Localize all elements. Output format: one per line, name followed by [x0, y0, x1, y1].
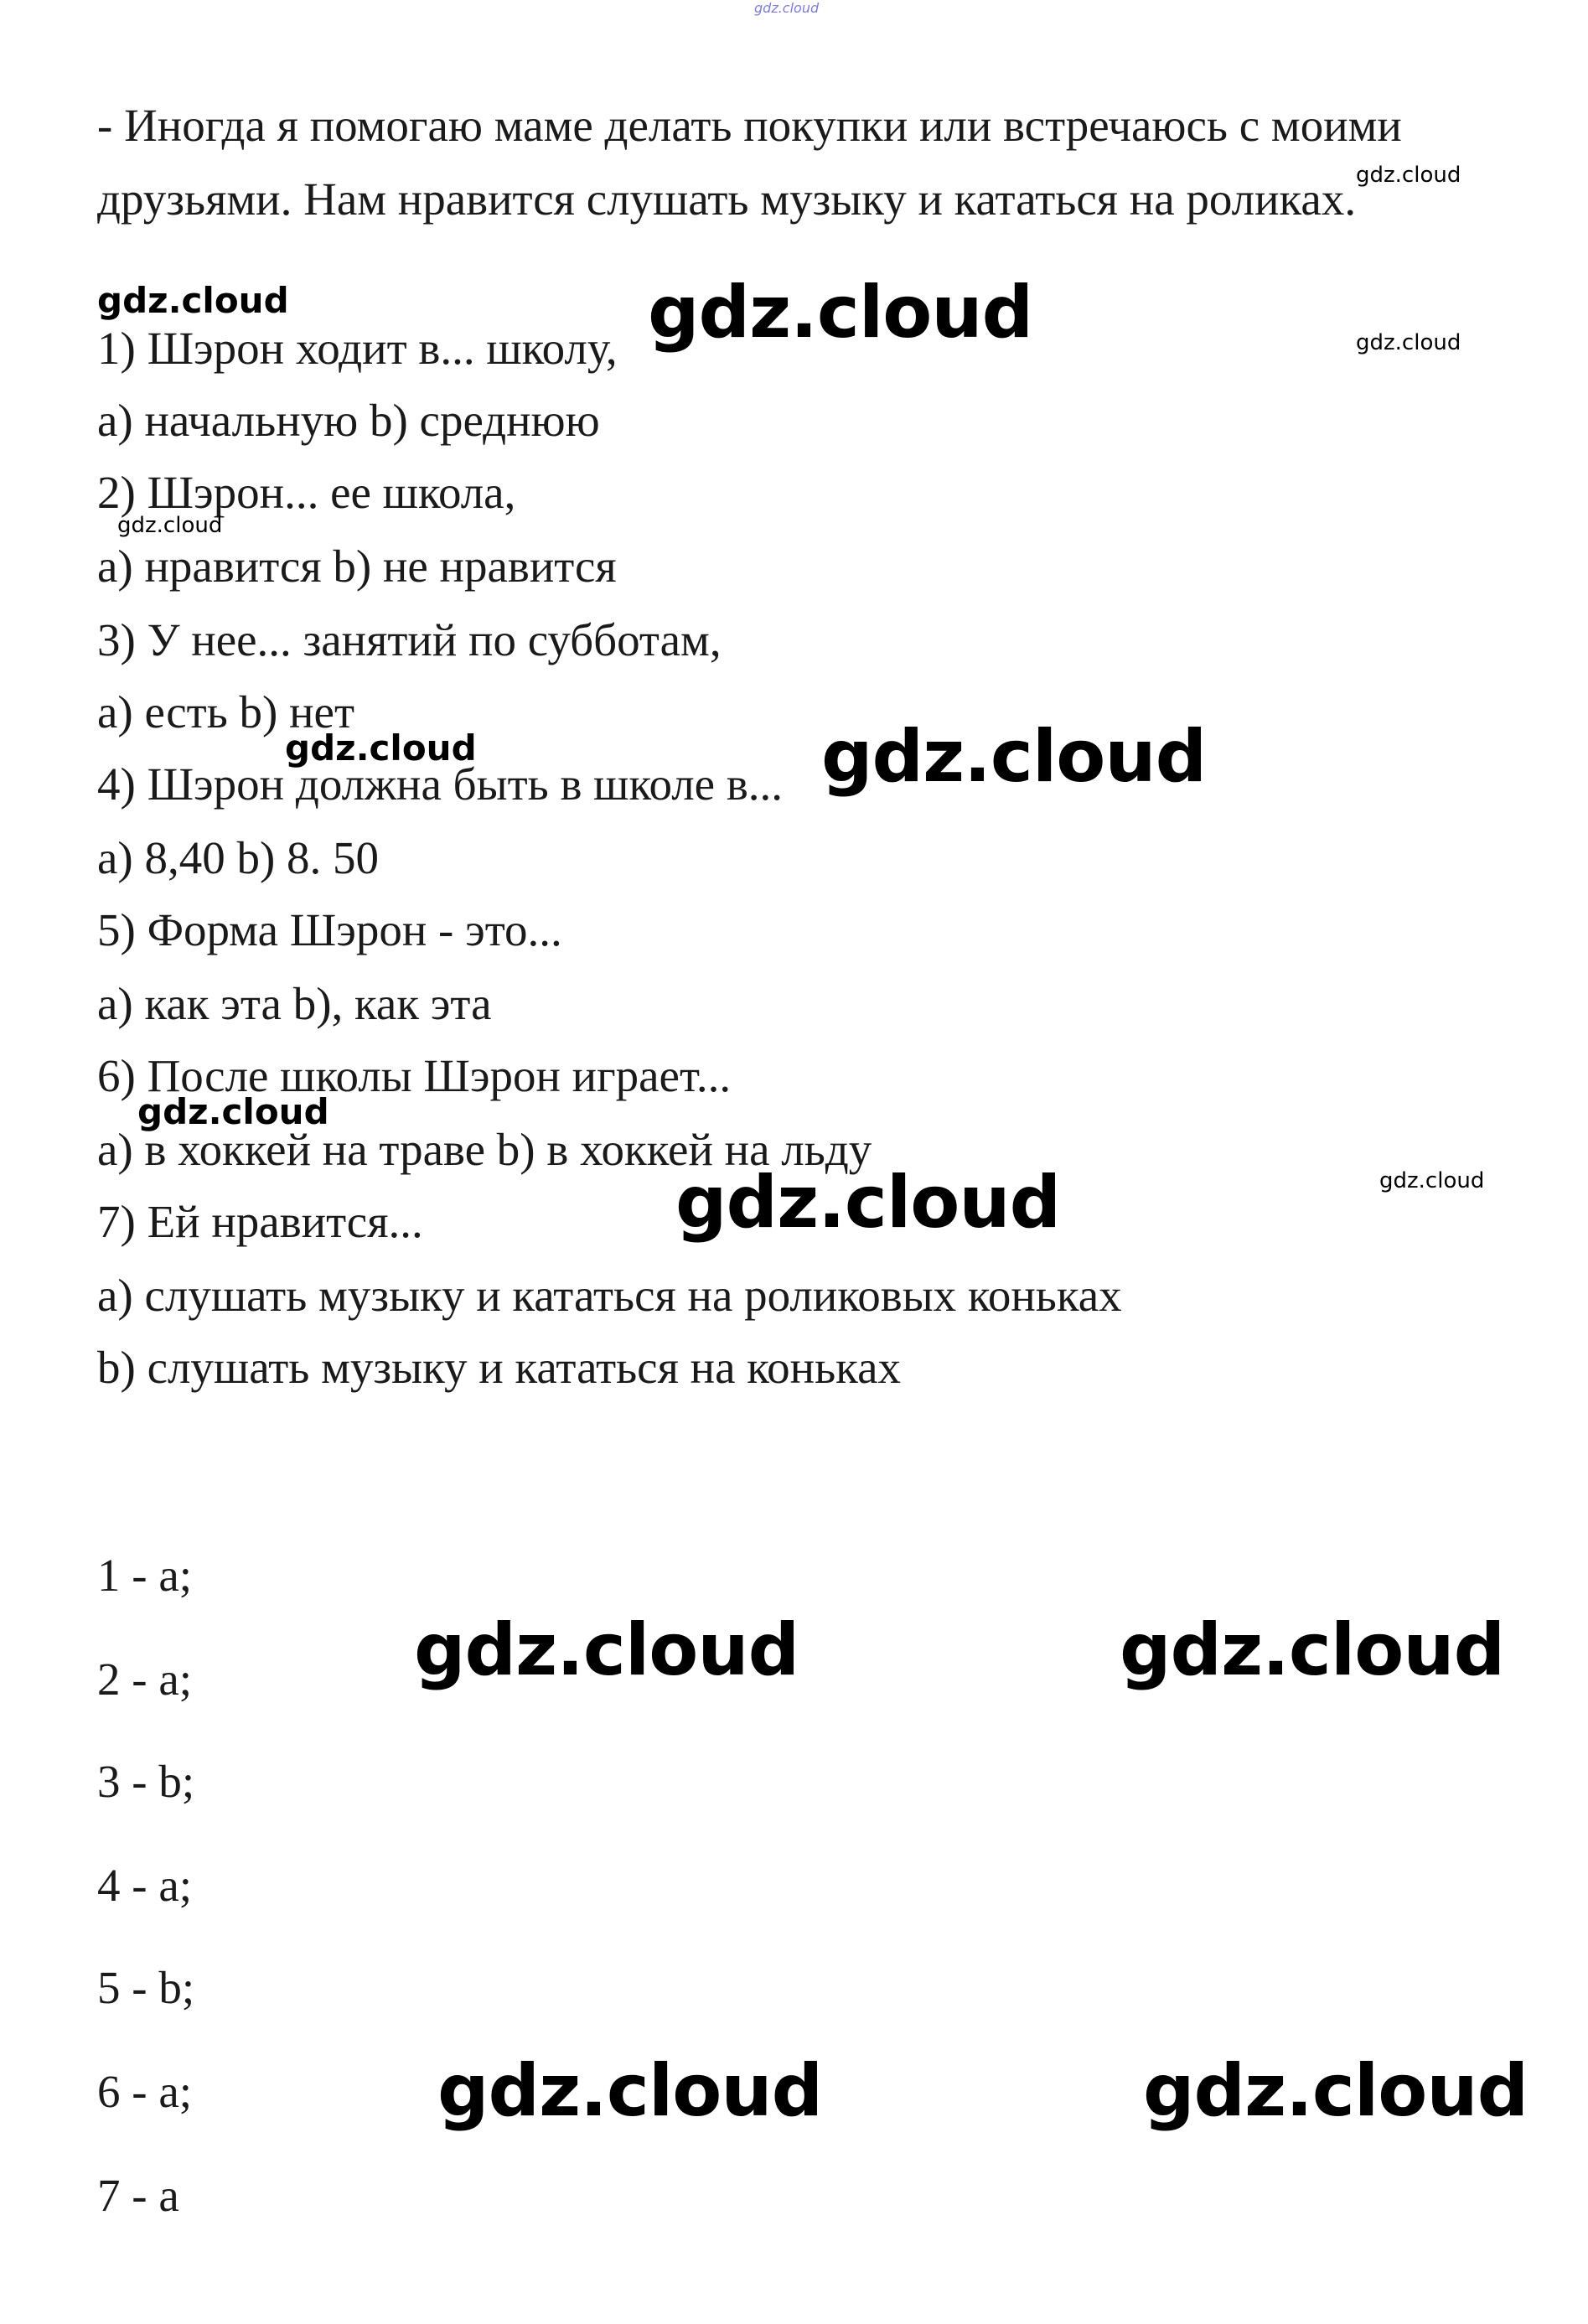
question-4: 4) Шэрон должна быть в школе в...: [97, 758, 784, 810]
watermark: gdz.cloud: [821, 715, 1207, 799]
question-7-option-b: b) слушать музыку и кататься на коньках: [97, 1342, 901, 1393]
watermark: gdz.cloud: [1379, 1168, 1485, 1193]
question-5: 5) Форма Шэрон - это...: [97, 904, 562, 955]
question-6-options: a) в хоккей на траве b) в хоккей на льду: [97, 1124, 872, 1175]
watermark: gdz.cloud: [414, 1608, 799, 1692]
watermark: gdz.cloud: [97, 280, 289, 321]
intro-line-1: - Иногда я помогаю маме делать покупки или встречаюсь с моими: [97, 100, 1402, 151]
watermark: gdz.cloud: [675, 1161, 1061, 1245]
question-5-options: a) как эта b), как эта: [97, 978, 492, 1029]
top-watermark: gdz.cloud: [754, 0, 820, 16]
watermark: gdz.cloud: [285, 727, 477, 769]
answer-2: 2 - a;: [97, 1654, 193, 1705]
question-3-options: a) есть b) нет: [97, 686, 354, 738]
answer-4: 4 - a;: [97, 1860, 193, 1911]
watermark: gdz.cloud: [1356, 330, 1461, 355]
question-6: 6) После школы Шэрон играет...: [97, 1050, 732, 1101]
question-7: 7) Ей нравится...: [97, 1196, 423, 1247]
watermark: gdz.cloud: [1120, 1608, 1505, 1692]
question-2: 2) Шэрон... ее школа,: [97, 467, 516, 518]
watermark: gdz.cloud: [437, 2049, 823, 2133]
question-3: 3) У нее... занятий по субботам,: [97, 614, 722, 665]
question-1-options: a) начальную b) среднюю: [97, 395, 600, 446]
answer-5: 5 - b;: [97, 1962, 195, 2013]
watermark: gdz.cloud: [1356, 163, 1461, 188]
watermark: gdz.cloud: [137, 1091, 329, 1132]
answer-7: 7 - a: [97, 2170, 179, 2221]
answer-3: 3 - b;: [97, 1756, 195, 1807]
question-4-options: a) 8,40 b) 8. 50: [97, 832, 380, 883]
question-7-option-a: a) слушать музыку и кататься на роликовых коньках: [97, 1270, 1122, 1321]
answer-6: 6 - a;: [97, 2066, 193, 2117]
watermark: gdz.cloud: [1143, 2049, 1529, 2133]
answer-1: 1 - a;: [97, 1550, 193, 1601]
intro-line-2: друзьями. Нам нравится слушать музыку и кататься на роликах.: [97, 173, 1357, 225]
watermark: gdz.cloud: [648, 271, 1033, 355]
question-1: 1) Шэрон ходит в... школу,: [97, 323, 618, 374]
question-2-options: a) нравится b) не нравится: [97, 541, 617, 592]
watermark: gdz.cloud: [117, 513, 223, 538]
